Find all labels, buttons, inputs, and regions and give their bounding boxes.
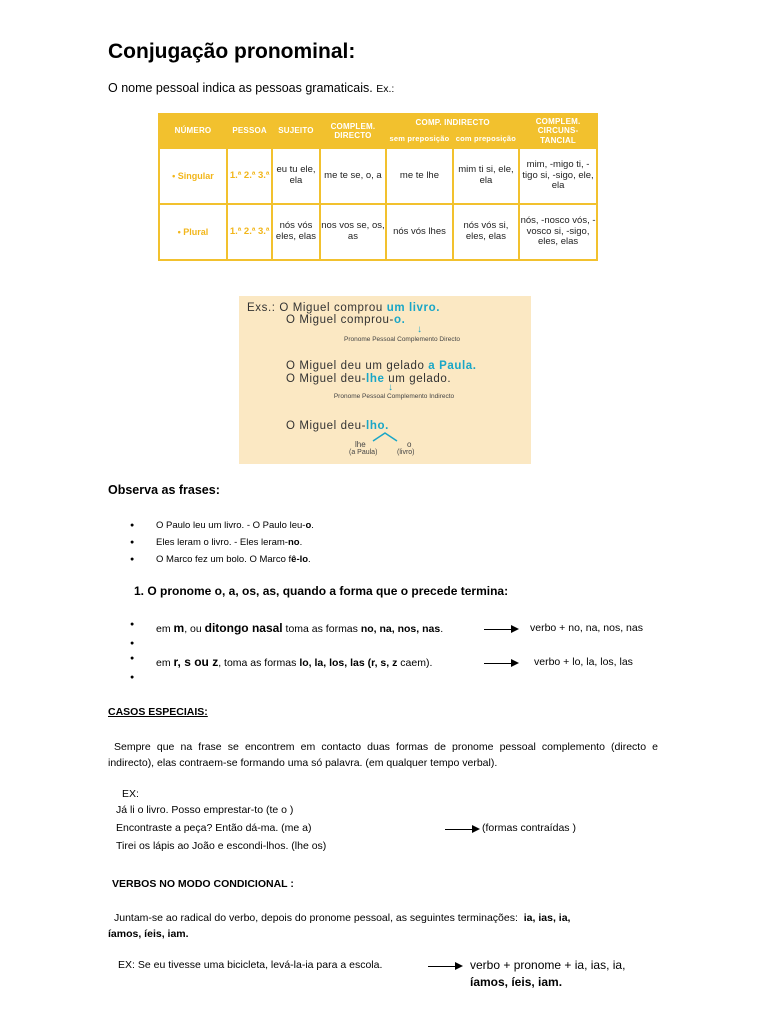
note-indirecto: Pronome Pessoal Complemento Indirecto <box>333 393 455 400</box>
page-title: Conjugação pronominal: <box>108 40 356 63</box>
plural-sujeito: nós vós eles, elas <box>272 204 319 260</box>
plural-pessoa: 1.ª 2.ª 3.ª <box>227 204 272 260</box>
bullet-icon: ● <box>130 640 135 647</box>
arrow-right-icon <box>455 962 463 970</box>
numbered-heading: 1. O pronome o, a, os, as, quando a forma que o precede termina: <box>134 584 509 598</box>
arrow-line <box>445 829 475 830</box>
row-plural-label: • Plural <box>159 204 227 260</box>
plural-com: nós vós si, eles, elas <box>453 204 519 260</box>
arrow-line <box>484 663 514 664</box>
singular-sem: me te lhe <box>386 148 452 204</box>
arrow-line <box>484 629 514 630</box>
header-circunstancial: COMPLEM. CIRCUNS-TANCIAL <box>519 114 597 148</box>
final-rule-line-2: íamos, íeis, iam. <box>470 975 563 989</box>
example-line-4: O Miguel deu-lhe um gelado. <box>286 373 452 385</box>
ex-line-3: Tirei os lápis ao João e escondi-lhos. (lhe os) <box>116 840 327 852</box>
singular-pessoa: 1.ª 2.ª 3.ª <box>227 148 272 204</box>
header-numero: NÚMERO <box>159 114 227 148</box>
header-com-preposicao: com preposição <box>453 131 519 148</box>
example-line-5: O Miguel deu-lho. <box>286 420 389 432</box>
bullet-icon: ● <box>130 674 135 681</box>
rule-1-result: verbo + no, na, nos, nas <box>530 622 643 634</box>
example-bullet-list <box>130 517 314 568</box>
plural-directo: nos vos se, os, as <box>320 204 387 260</box>
plural-circ: nós, -nosco vós, -vosco si, -sigo, eles, elas <box>519 204 597 260</box>
bullet-icon: ● <box>130 655 135 662</box>
conjugation-table <box>158 113 598 261</box>
header-indirecto: COMP. INDIRECTO <box>386 114 519 131</box>
arrow-right-icon <box>472 825 480 833</box>
label-paula: (a Paula) <box>349 449 378 456</box>
example-line-3: O Miguel deu um gelado a Paula. <box>286 360 477 372</box>
header-pessoa: PESSOA <box>227 114 272 148</box>
header-sem-preposicao: sem preposição <box>386 131 452 148</box>
casos-heading: CASOS ESPECIAIS: <box>108 706 208 718</box>
rule-2: ● em r, s ou z, toma as formas lo, la, los, las (r, s, z caem). <box>130 655 433 669</box>
arrow-right-icon <box>511 659 519 667</box>
plural-sem: nós vós lhes <box>386 204 452 260</box>
observa-heading: Observa as frases: <box>108 483 220 497</box>
singular-directo: me te se, o, a <box>320 148 387 204</box>
examples-box <box>239 296 531 464</box>
header-directo: COMPLEM. DIRECTO <box>320 114 387 148</box>
row-singular-label: • Singular <box>159 148 227 204</box>
intro-text: O nome pessoal indica as pessoas gramaticais. Ex.: <box>108 81 395 95</box>
verbos-paragraph: Juntam-se ao radical do verbo, depois do pronome pessoal, as seguintes terminações: ia, ias, ia, íamos, íeis, iam. <box>108 912 571 940</box>
list-item: ● O Marco fez um bolo. O Marco fê-lo. <box>130 551 314 568</box>
contraidas-note: (formas contraídas ) <box>482 822 576 834</box>
header-sujeito: SUJEITO <box>272 114 319 148</box>
arrow-right-icon <box>511 625 519 633</box>
label-lhe: lhe <box>355 440 366 449</box>
label-o: o <box>407 440 412 449</box>
verbos-heading: VERBOS NO MODO CONDICIONAL : <box>112 878 294 890</box>
arrow-down-icon: ↓ <box>388 382 393 393</box>
ex-line-1: Já li o livro. Posso emprestar-to (te o ) <box>116 804 294 816</box>
final-example: EX: Se eu tivesse uma bicicleta, levá-la-ia para a escola. <box>118 959 383 971</box>
note-directo: Pronome Pessoal Complemento Directo <box>344 336 460 343</box>
casos-paragraph: Sempre que na frase se encontrem em contacto duas formas de pronome pessoal complemento (directo e indirecto), elas contraem-se formando uma só palavra. (em qualquer tempo verbal). <box>108 741 658 769</box>
bullet-icon: ● <box>130 621 135 628</box>
label-livro: (livro) <box>397 449 415 456</box>
ex-label: EX: <box>122 788 139 800</box>
list-item: ● Eles leram o livro. - Eles leram-no. <box>130 534 314 551</box>
singular-sujeito: eu tu ele, ela <box>272 148 319 204</box>
final-rule-line-1: verbo + pronome + ia, ias, ia, <box>470 958 626 972</box>
rule-2-result: verbo + lo, la, los, las <box>534 656 633 668</box>
rule-1: ● em m, ou ditongo nasal toma as formas no, na, nos, nas. <box>130 621 444 635</box>
example-line-2: O Miguel comprou-o. <box>286 314 406 326</box>
arrow-line <box>428 966 458 967</box>
list-item: ● O Paulo leu um livro. - O Paulo leu-o. <box>130 517 314 534</box>
ex-line-2: Encontraste a peça? Então dá-ma. (me a) <box>116 822 312 834</box>
singular-com: mim ti si, ele, ela <box>453 148 519 204</box>
singular-circ: mim, -migo ti, -tigo si, -sigo, ele, ela <box>519 148 597 204</box>
arrow-down-icon: ↓ <box>417 324 422 335</box>
example-line-1: Exs.: O Miguel comprou um livro. <box>247 302 441 314</box>
